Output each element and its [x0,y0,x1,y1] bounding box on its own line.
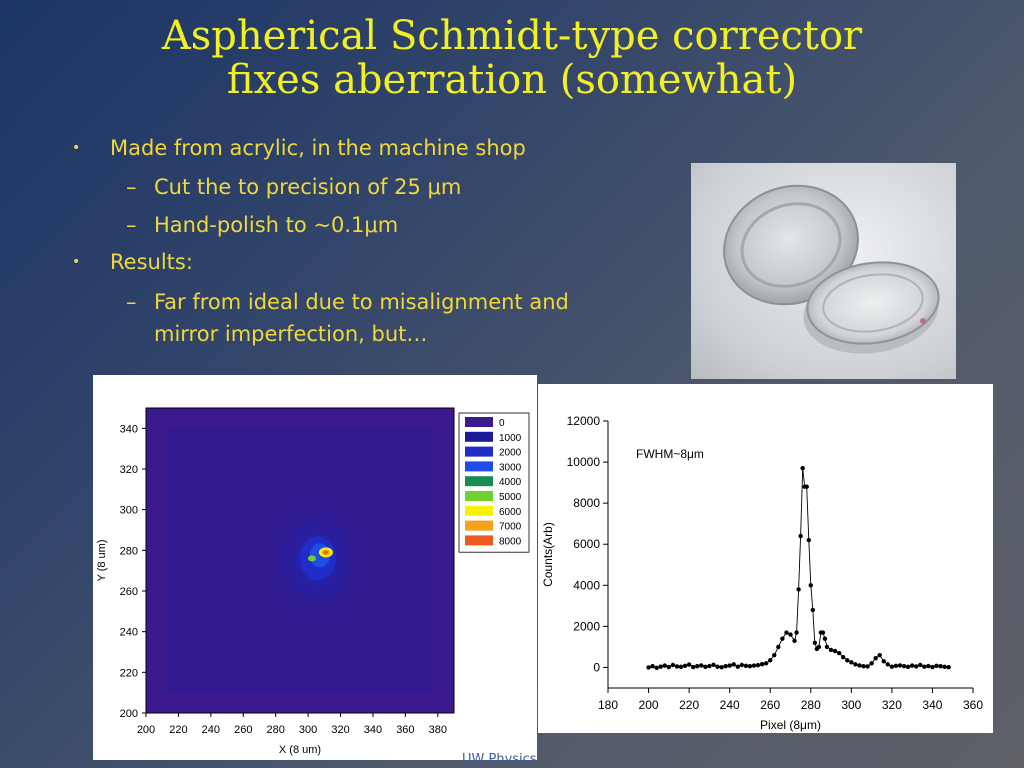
data-point [764,661,768,665]
data-point [873,656,877,660]
data-point [659,664,663,668]
data-point [707,664,711,668]
data-point [667,665,671,669]
data-point [946,665,950,669]
data-point [914,664,918,668]
data-point [817,645,821,649]
heatmap-chart [93,375,537,760]
legend-label: 2000 [499,447,522,459]
bullet-dot-icon: • [72,140,81,156]
y-tick-label: 340 [119,423,138,436]
data-point [833,649,837,653]
legend-label: 0 [499,418,505,429]
data-point [886,662,890,666]
data-point [679,665,683,669]
data-point [727,663,731,667]
x-tick-label: 340 [363,724,383,736]
x-tick-label: 360 [396,724,415,736]
data-point [784,630,788,634]
x-tick-label: 200 [638,698,659,712]
data-point [825,645,829,649]
data-point [934,664,938,668]
data-point [853,662,857,666]
legend-label: 4000 [499,477,522,489]
data-point [748,664,752,668]
y-axis-label: Y (8 um) [96,539,108,582]
y-tick-label: 8000 [573,496,600,511]
y-tick-label: 4000 [573,578,600,593]
data-point [807,538,811,542]
data-point [646,665,650,669]
data-point [922,664,926,668]
sub-bullet-item: – Hand-polish to ~0.1μm [70,210,670,240]
data-point [756,663,760,667]
legend-swatch [465,521,493,531]
y-tick-label: 200 [119,708,138,720]
data-point [821,630,825,634]
data-point [752,663,756,667]
fwhm-annotation: FWHM~8μm [636,447,704,461]
data-point [805,485,809,489]
data-point [776,645,780,649]
title-line-2: fixes aberration (somewhat) [226,57,798,103]
legend-swatch [465,417,493,427]
data-point [798,534,802,538]
data-point [695,664,699,668]
data-point [800,466,804,470]
legend-label: 1000 [499,432,522,444]
x-tick-label: 300 [841,698,862,712]
data-point [723,664,727,668]
y-tick-label: 0 [593,660,600,675]
x-tick-label: 180 [597,698,619,712]
sub-bullet-item: – Cut the to precision of 25 μm [70,172,670,202]
data-point [772,653,776,657]
data-point [671,663,675,667]
data-point [829,648,833,652]
data-point [736,664,740,668]
data-point [788,632,792,636]
legend-label: 3000 [499,462,522,474]
x-tick-label: 260 [234,724,253,736]
data-point [849,660,853,664]
data-point [902,664,906,668]
data-point [768,658,772,662]
x-tick-label: 380 [428,724,447,736]
y-tick-label: 260 [119,586,138,598]
data-point [894,664,898,668]
dash-icon: – [126,213,137,237]
data-point [650,664,654,668]
data-point [654,666,658,670]
y-tick-label: 220 [119,667,138,680]
data-point [878,653,882,657]
data-point [890,664,894,668]
y-tick-label: 12000 [566,414,600,428]
data-point [898,663,902,667]
y-tick-label: 2000 [573,619,600,634]
data-point [845,658,849,662]
data-point [796,587,800,591]
lens-illustration [691,163,956,379]
data-point [918,663,922,667]
dash-icon: – [126,175,137,199]
data-point [663,663,667,667]
y-tick-label: 10000 [566,455,600,470]
data-point [926,664,930,668]
data-point [687,662,691,666]
x-tick-label: 260 [760,698,781,712]
data-point [691,665,695,669]
legend-swatch [465,506,493,516]
x-tick-label: 360 [962,698,984,712]
data-point [841,655,845,659]
x-tick-label: 300 [298,724,318,736]
data-point [861,664,865,668]
data-point [675,664,679,668]
x-tick-label: 240 [201,724,221,736]
bullet-list [70,134,670,358]
legend-label: 8000 [499,536,522,548]
x-tick-label: 320 [881,698,902,712]
title-line-1: Aspherical Schmidt-type corrector [161,13,863,59]
y-tick-label: 6000 [573,537,600,552]
y-tick-label: 320 [119,464,138,476]
series-line [649,468,949,668]
data-point [811,608,815,612]
data-point [732,662,736,666]
line-chart [538,384,993,733]
y-tick-label: 240 [119,626,138,639]
x-tick-label: 200 [136,724,156,736]
sub-bullet-item: – Far from ideal due to misalignment and mirror imperfection, but… [70,286,670,350]
x-tick-label: 220 [679,698,700,712]
corrector-lens-photo [691,163,956,379]
legend-label: 7000 [499,521,522,533]
data-point [882,659,886,663]
data-point [699,663,703,667]
legend-swatch [465,535,493,545]
data-point [740,663,744,667]
bullet-dot-icon: • [72,254,81,270]
data-point [823,637,827,641]
legend-swatch [465,447,493,457]
data-point [813,641,817,645]
y-axis-label: Counts(Arb) [541,522,555,587]
data-point [910,663,914,667]
legend-swatch [465,491,493,501]
line-chart-panel [538,384,993,733]
x-tick-label: 280 [800,698,821,712]
x-axis-label: X (8 um) [278,744,322,756]
data-point [683,664,687,668]
bullet-item: • Made from acrylic, in the machine shop [72,136,526,160]
data-point [760,662,764,666]
data-point [794,630,798,634]
data-point [865,664,869,668]
y-tick-label: 300 [119,504,138,517]
data-point [837,651,841,655]
data-point [869,661,873,665]
data-point [857,663,861,667]
legend-label: 6000 [499,506,522,518]
x-tick-label: 340 [922,698,943,712]
legend-swatch [465,476,493,486]
x-axis-label: Pixel (8μm) [760,718,821,732]
slide-title [60,14,964,102]
data-point [906,665,910,669]
x-tick-label: 280 [266,724,285,736]
data-point [744,664,748,668]
data-point [942,665,946,669]
legend-swatch [465,461,493,471]
dash-icon: – [126,290,137,314]
footer-text: UW Physics [462,752,537,767]
x-tick-label: 220 [169,724,188,736]
data-point [715,664,719,668]
data-point [780,637,784,641]
x-tick-label: 240 [719,698,740,712]
legend-label: 5000 [499,492,522,503]
heatmap-level-5000 [308,555,316,561]
data-point [938,664,942,668]
data-point [809,583,813,587]
data-point [719,665,723,669]
legend-swatch [465,432,493,442]
data-point [792,639,796,643]
heatmap-panel [93,375,537,760]
heatmap-peak [324,551,328,554]
y-tick-label: 280 [119,545,138,558]
data-point [703,665,707,669]
data-point [930,665,934,669]
x-tick-label: 320 [331,724,350,736]
bullet-item: • Results: [72,250,193,274]
data-point [711,663,715,667]
